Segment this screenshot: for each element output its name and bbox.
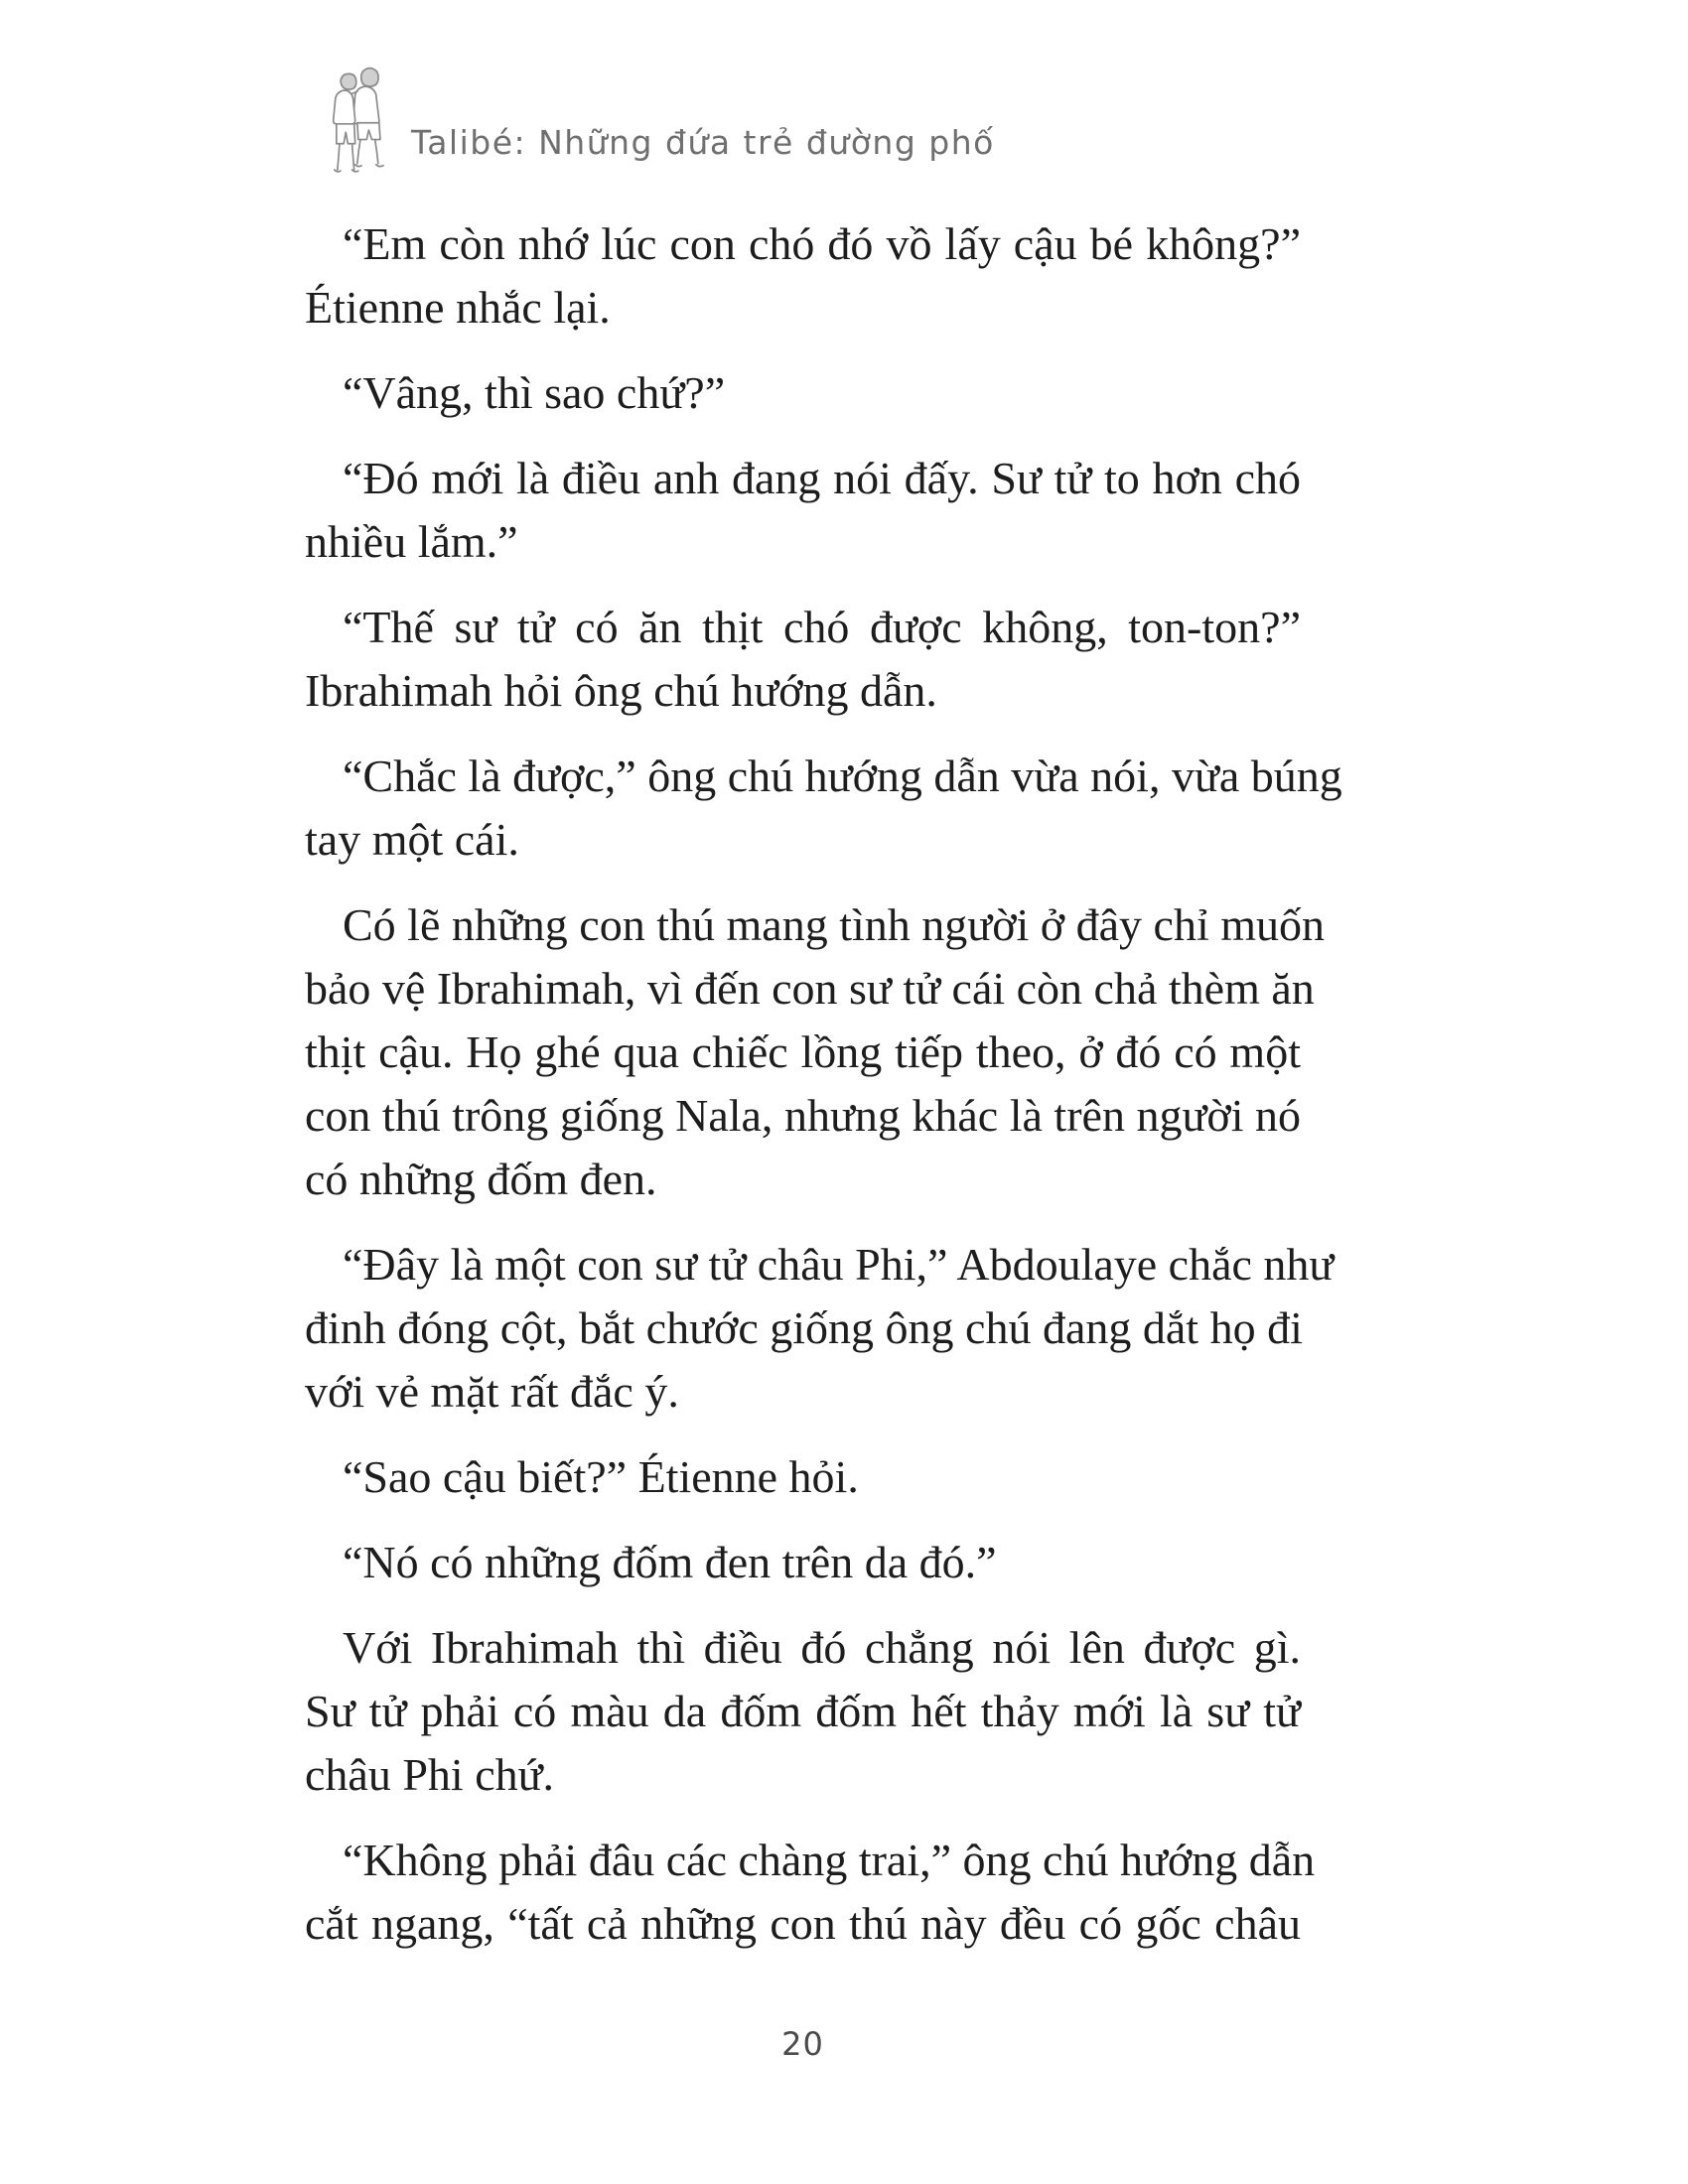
page-header-title: Talibé: Những đứa trẻ đường phố	[411, 122, 995, 162]
paragraph-line: con thú trông giống Nala, nhưng khác là trên người nó	[305, 1090, 1301, 1141]
paragraph-line: “Vâng, thì sao chứ?”	[343, 367, 726, 418]
paragraph-line: đinh đóng cột, bắt chước giống ông chú đang dắt họ đi	[305, 1302, 1303, 1353]
body-text	[305, 212, 1342, 1978]
running-header	[330, 66, 995, 191]
paragraph-line: “Chắc là được,” ông chú hướng dẫn vừa nói, vừa búng	[343, 751, 1342, 801]
paragraph-line: “Sao cậu biết?” Étienne hỏi.	[343, 1451, 859, 1502]
paragraph-line: nhiều lắm.”	[305, 516, 518, 567]
children-illustration	[330, 66, 393, 191]
paragraph	[305, 361, 1301, 425]
paragraph-line: Ibrahimah hỏi ông chú hướng dẫn.	[305, 665, 937, 716]
paragraph	[305, 1616, 1301, 1807]
paragraph	[305, 1829, 1316, 1956]
paragraph-line: “Đó mới là điều anh đang nói đấy. Sư tử to hơn chó	[343, 453, 1301, 503]
paragraph	[305, 1531, 1301, 1594]
paragraph-line: Có lẽ những con thú mang tình người ở đây chỉ muốn	[343, 899, 1326, 950]
paragraph	[305, 1233, 1335, 1424]
paragraph	[305, 447, 1301, 574]
paragraph-line: “Không phải đâu các chàng trai,” ông chú hướng dẫn	[343, 1835, 1316, 1885]
paragraph-line: “Nó có những đốm đen trên da đó.”	[343, 1537, 997, 1587]
paragraph-line: có những đốm đen.	[305, 1154, 657, 1204]
paragraph-line: Sư tử phải có màu da đốm đốm hết thảy mới là sư tử	[305, 1686, 1301, 1736]
paragraph-line: thịt cậu. Họ ghé qua chiếc lồng tiếp theo, ở đó có một	[305, 1026, 1301, 1077]
page-number: 20	[781, 2025, 824, 2063]
paragraph	[305, 1445, 1301, 1509]
paragraph-line: “Thế sư tử có ăn thịt chó được không, ton-ton?”	[343, 602, 1301, 652]
paragraph-line: cắt ngang, “tất cả những con thú này đều có gốc châu	[305, 1898, 1301, 1949]
paragraph-line: Étienne nhắc lại.	[305, 282, 611, 333]
paragraph-line: châu Phi chứ.	[305, 1749, 555, 1800]
paragraph	[305, 596, 1301, 723]
paragraph-line: Với Ibrahimah thì điều đó chẳng nói lên được gì.	[343, 1622, 1301, 1673]
paragraph-line: với vẻ mặt rất đắc ý.	[305, 1366, 679, 1417]
paragraph-line: “Em còn nhớ lúc con chó đó vồ lấy cậu bé không?”	[343, 218, 1301, 269]
paragraph	[305, 745, 1342, 872]
paragraph-line: tay một cái.	[305, 814, 519, 865]
paragraph-line: “Đây là một con sư tử châu Phi,” Abdoulaye chắc như	[343, 1239, 1335, 1290]
paragraph	[305, 212, 1301, 340]
paragraph	[305, 893, 1326, 1211]
paragraph-line: bảo vệ Ibrahimah, vì đến con sư tử cái còn chả thèm ăn	[305, 963, 1315, 1014]
